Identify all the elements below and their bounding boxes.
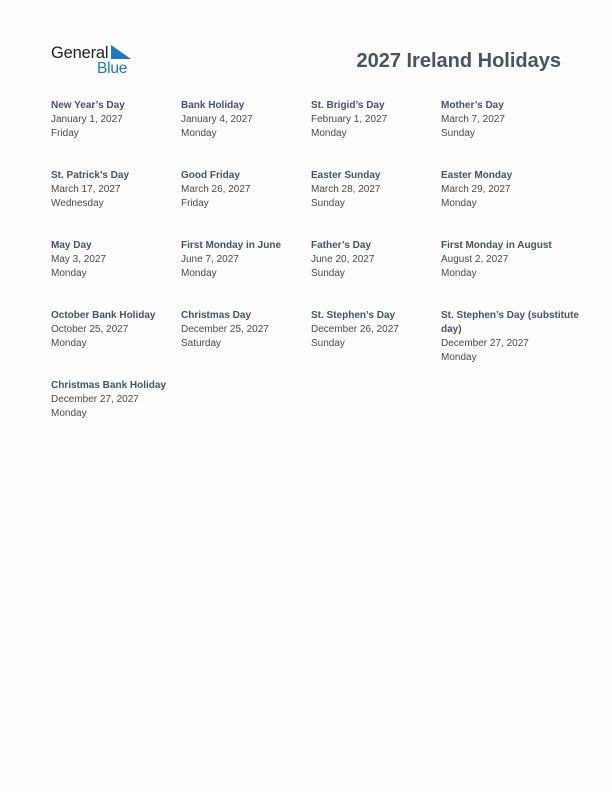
- holiday-name: Good Friday: [181, 170, 240, 181]
- holiday-name: Easter Monday: [441, 170, 513, 181]
- holiday-date: January 4, 2027: [181, 114, 253, 125]
- holiday-name: Christmas Bank Holiday: [51, 380, 167, 391]
- holiday-name: Bank Holiday: [181, 100, 245, 111]
- logo-text-blue: Blue: [97, 60, 128, 77]
- holiday-date: October 25, 2027: [51, 324, 129, 335]
- holiday-name: May Day: [51, 240, 92, 251]
- holiday-date: December 27, 2027: [441, 338, 529, 349]
- holiday-date: May 3, 2027: [51, 254, 107, 265]
- holiday-entry: [51, 308, 181, 378]
- holiday-name: St. Stephen’s Day: [311, 310, 396, 321]
- holiday-entry: [311, 238, 441, 308]
- holiday-weekday: Friday: [181, 198, 209, 209]
- holiday-weekday: Monday: [181, 268, 217, 279]
- holiday-date: December 27, 2027: [51, 394, 139, 405]
- holiday-date: March 26, 2027: [181, 184, 251, 195]
- page-title: 2027 Ireland Holidays: [356, 50, 561, 72]
- holiday-weekday: Wednesday: [51, 198, 104, 209]
- holiday-entry: [181, 308, 311, 378]
- holiday-name: First Monday in June: [181, 240, 282, 251]
- holiday-entry: [51, 98, 181, 168]
- holiday-date: March 17, 2027: [51, 184, 121, 195]
- holiday-date: August 2, 2027: [441, 254, 509, 265]
- logo-text-general: General: [51, 44, 109, 62]
- holiday-date: June 20, 2027: [311, 254, 375, 265]
- holiday-name: New Year’s Day: [51, 100, 125, 111]
- holiday-entry: [311, 98, 441, 168]
- holiday-entry: [181, 98, 311, 168]
- holiday-weekday: Sunday: [441, 128, 475, 139]
- holiday-entry: [51, 238, 181, 308]
- holiday-weekday: Monday: [311, 128, 347, 139]
- holiday-date: December 26, 2027: [311, 324, 399, 335]
- holiday-entry: [441, 238, 591, 308]
- holiday-entry: [311, 308, 441, 378]
- holiday-weekday: Sunday: [311, 268, 345, 279]
- holiday-name: Father’s Day: [311, 240, 372, 251]
- holiday-weekday: Monday: [51, 338, 87, 349]
- holiday-weekday: Monday: [441, 268, 477, 279]
- holiday-name: October Bank Holiday: [51, 310, 156, 321]
- holiday-weekday: Sunday: [311, 198, 345, 209]
- holiday-date: June 7, 2027: [181, 254, 239, 265]
- holiday-date: February 1, 2027: [311, 114, 388, 125]
- holiday-weekday: Monday: [181, 128, 217, 139]
- holiday-weekday: Sunday: [311, 338, 345, 349]
- holiday-date: December 25, 2027: [181, 324, 269, 335]
- holiday-date: March 7, 2027: [441, 114, 505, 125]
- holiday-date: January 1, 2027: [51, 114, 123, 125]
- holiday-name: First Monday in August: [441, 240, 552, 251]
- holiday-entry: [181, 168, 311, 238]
- holiday-name: Mother’s Day: [441, 100, 504, 111]
- holiday-weekday: Friday: [51, 128, 79, 139]
- holiday-grid: [51, 98, 591, 448]
- holiday-weekday: Monday: [441, 198, 477, 209]
- holiday-name: St. Patrick’s Day: [51, 170, 130, 181]
- holiday-entry: [311, 168, 441, 238]
- holiday-weekday: Saturday: [181, 338, 222, 349]
- holiday-date: March 28, 2027: [311, 184, 381, 195]
- holiday-entry: [441, 308, 591, 378]
- holiday-entry: [51, 378, 181, 448]
- holiday-entry: [441, 168, 591, 238]
- holiday-name: Easter Sunday: [311, 170, 381, 181]
- holiday-entry: [181, 238, 311, 308]
- holiday-name: St. Brigid’s Day: [311, 100, 385, 111]
- holiday-weekday: Monday: [51, 268, 87, 279]
- holiday-name: Christmas Day: [181, 310, 252, 321]
- holiday-date: March 29, 2027: [441, 184, 511, 195]
- holiday-weekday: Monday: [441, 352, 477, 363]
- holiday-entry: [51, 168, 181, 238]
- holiday-entry: [441, 98, 591, 168]
- holiday-name: St. Stephen’s Day (substitute day): [441, 310, 579, 335]
- holiday-weekday: Monday: [51, 408, 87, 419]
- generalblue-logo: [51, 44, 133, 78]
